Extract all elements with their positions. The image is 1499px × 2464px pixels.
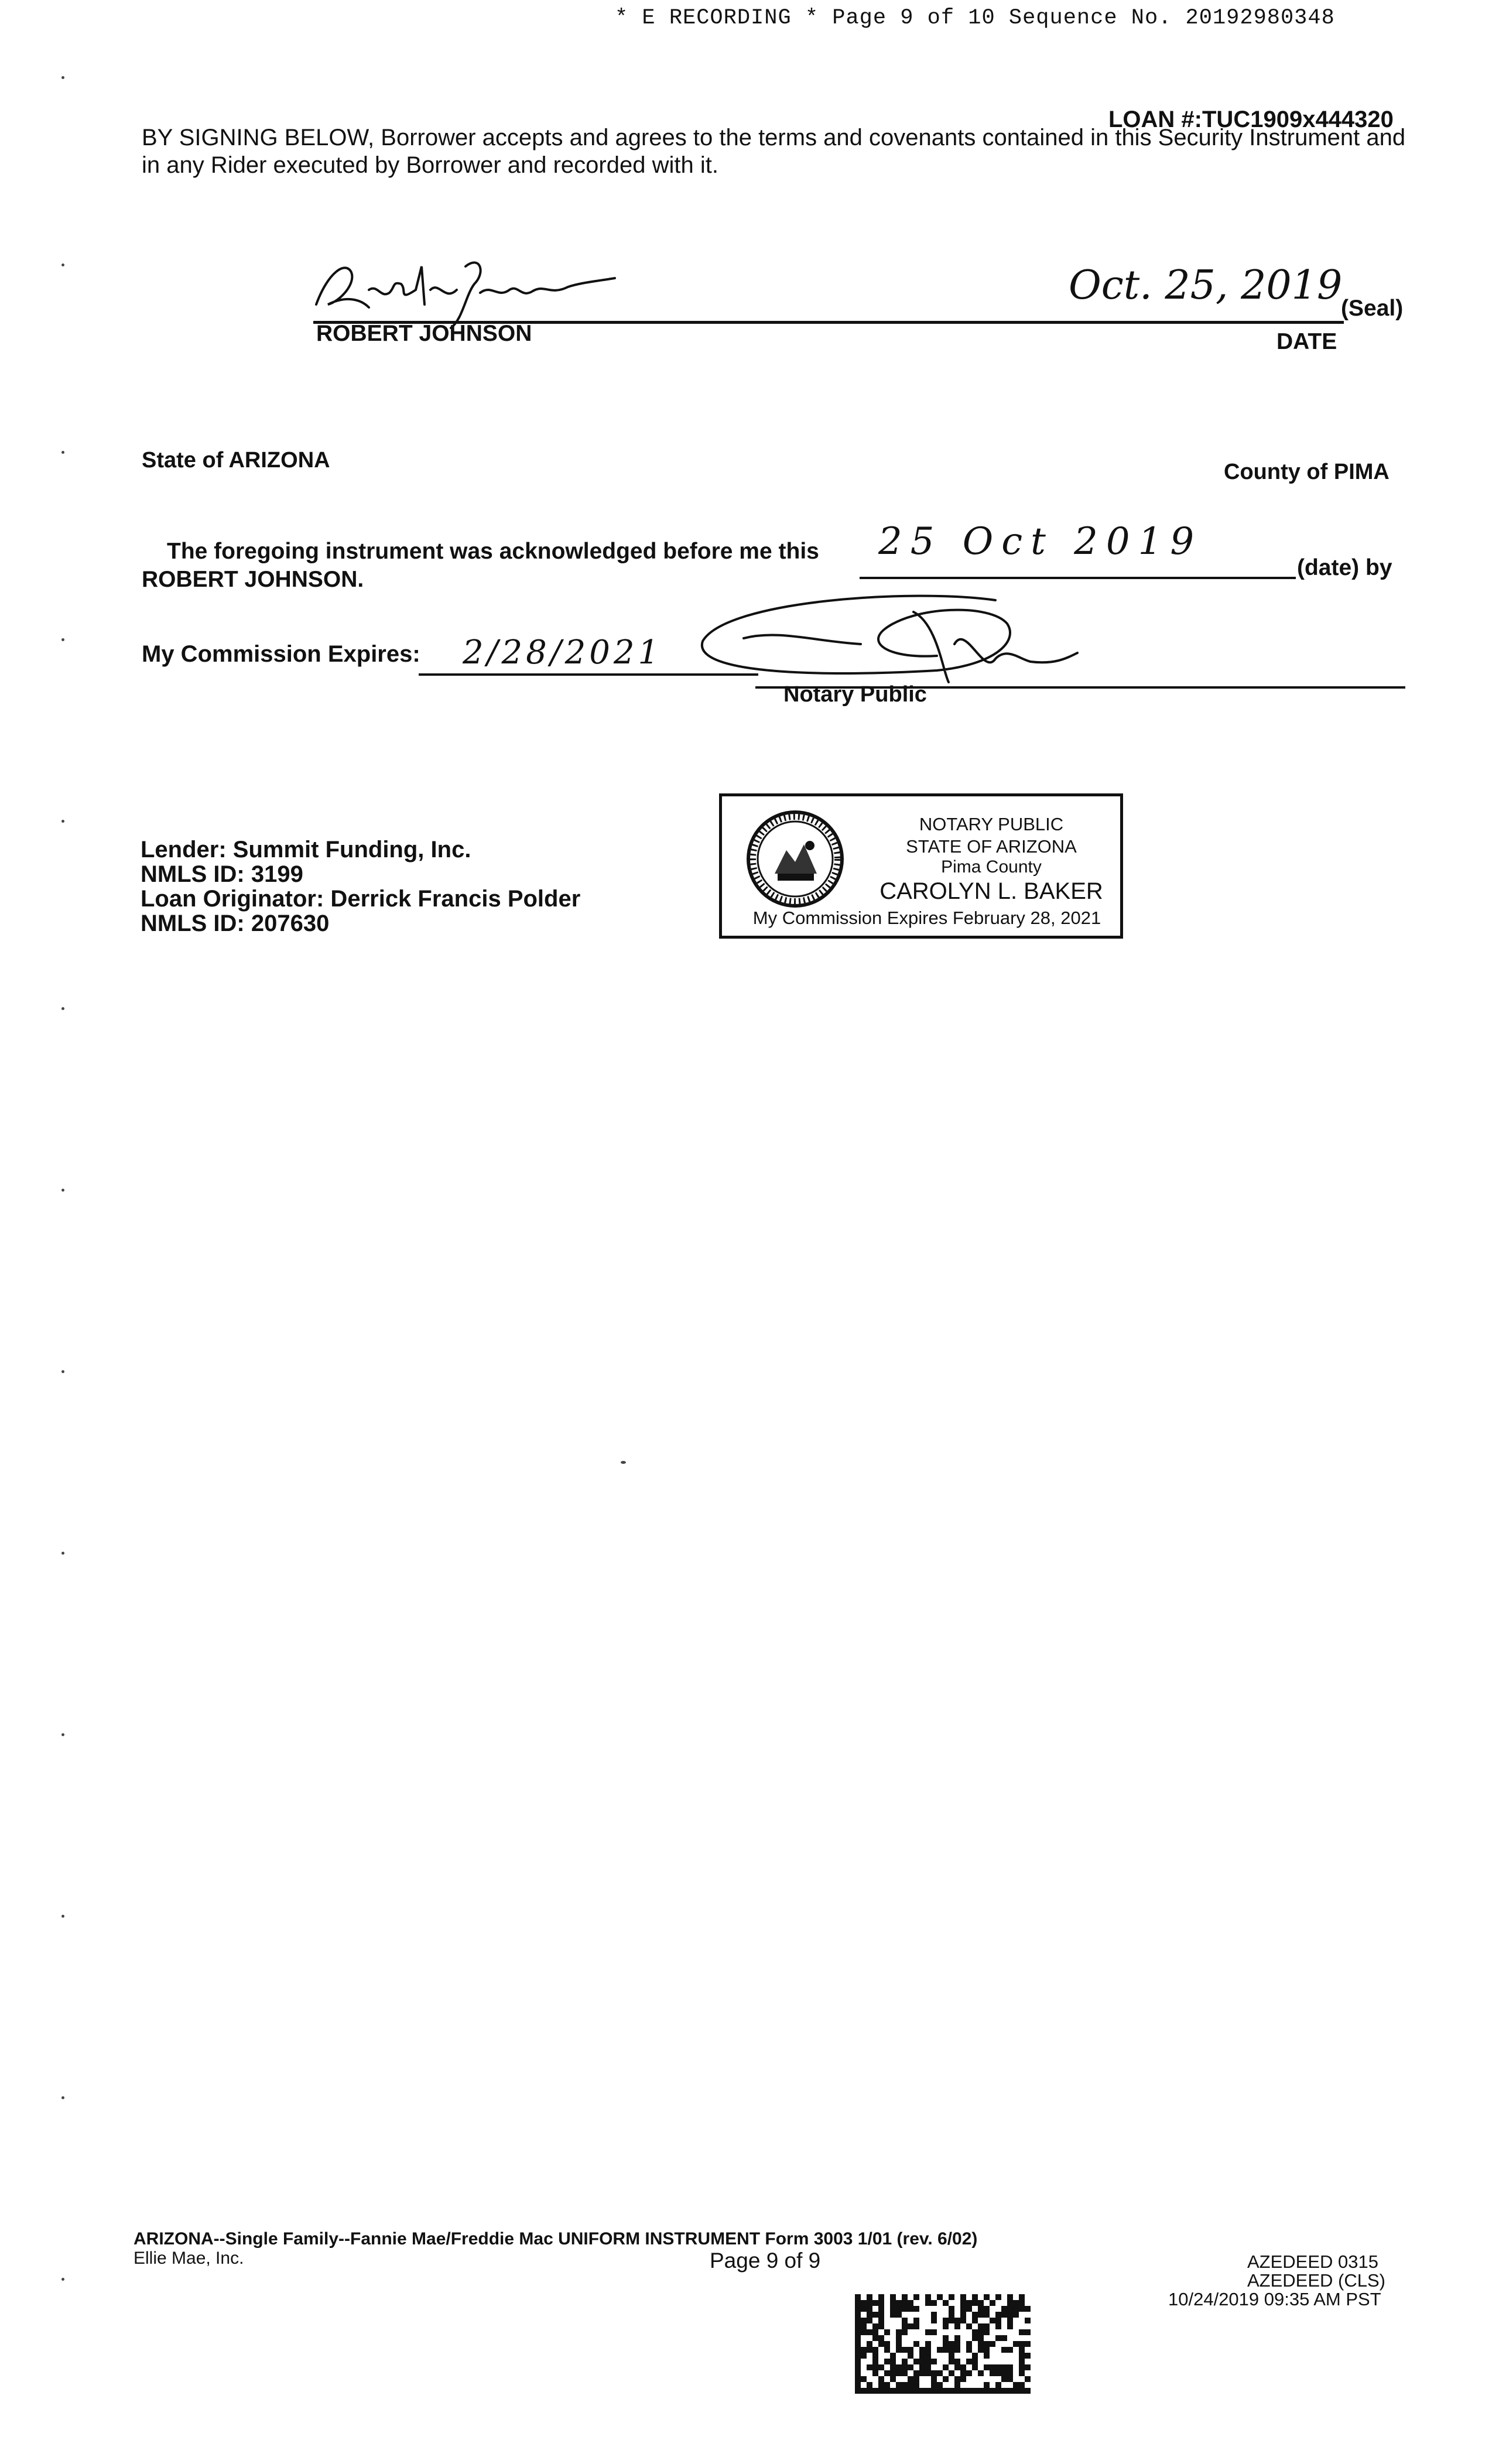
county-label: County of PIMA [1224,460,1390,484]
acknowledged-party: ROBERT JOHNSON. [142,567,364,592]
scan-speck [61,451,64,454]
footer-form-code-cls: AZEDEED (CLS) [1247,2270,1385,2291]
scan-speck [61,76,64,79]
scan-speck [61,2096,64,2099]
footer-form-code: AZEDEED 0315 [1247,2251,1378,2272]
acknowledgment-text: The foregoing instrument was acknowledged before me this [167,539,819,564]
commission-expires-label: My Commission Expires: [142,641,420,667]
scan-speck [61,1370,64,1373]
scan-speck [61,820,64,823]
footer-page-number: Page 9 of 9 [710,2249,821,2273]
originator-nmls: NMLS ID: 207630 [141,911,330,936]
borrower-signed-date: Oct. 25, 2019 [1069,262,1343,309]
acknowledgment-date: 25 Oct 2019 [878,520,1203,563]
barcode-icon [855,2294,1031,2394]
stamp-county: Pima County [941,857,1042,877]
borrower-signature-icon [304,249,632,331]
footer-form-line: ARIZONA--Single Family--Fannie Mae/Freddie Mac UNIFORM INSTRUMENT Form 3003 1/01 (rev. 6/02) [134,2229,978,2249]
seal-label: (Seal) [1341,296,1404,321]
notary-signature-icon [691,588,1195,694]
stamp-title: NOTARY PUBLIC [919,814,1064,834]
acknowledgment-suffix: (date) by [1297,555,1392,580]
loan-label: LOAN #: [1108,107,1202,132]
scan-speck [61,263,64,266]
footer-vendor: Ellie Mae, Inc. [134,2249,244,2268]
date-label: DATE [1276,329,1337,354]
commission-expires-value: 2/28/2021 [463,634,663,672]
scan-speck [621,1461,626,1464]
scan-speck [61,2278,64,2281]
footer-timestamp: 10/24/2019 09:35 AM PST [1168,2289,1381,2309]
scan-speck [61,638,64,641]
loan-value: TUC1909x444320 [1202,107,1394,132]
scan-speck [61,1915,64,1918]
acknowledgment-date-line [860,577,1296,579]
scan-speck [61,1733,64,1736]
borrower-name: ROBERT JOHNSON [316,321,532,346]
stamp-notary-name: CAROLYN L. BAKER [879,878,1103,904]
stamp-state: STATE OF ARIZONA [906,836,1077,857]
lender-name: Lender: Summit Funding, Inc. [141,837,471,863]
originator-name: Loan Originator: Derrick Francis Polder [141,886,581,912]
scan-speck [61,1189,64,1192]
stamp-expiration: My Commission Expires February 28, 2021 [752,908,1101,928]
agreement-paragraph: BY SIGNING BELOW, Borrower accepts and agrees to the terms and covenants contained in this Security Instrument and in any Rider executed by Borrower and recorded with it. [142,125,1406,178]
notary-public-label: Notary Public [783,682,927,707]
recording-header: * E RECORDING * Page 9 of 10 Sequence No. 20192980348 [615,6,1335,30]
lender-block [141,837,580,936]
state-seal-icon [745,809,845,909]
scan-speck [61,1007,64,1010]
scan-speck [61,1552,64,1555]
notary-stamp [719,793,1123,939]
state-label: State of ARIZONA [142,448,330,473]
lender-nmls: NMLS ID: 3199 [141,861,303,887]
